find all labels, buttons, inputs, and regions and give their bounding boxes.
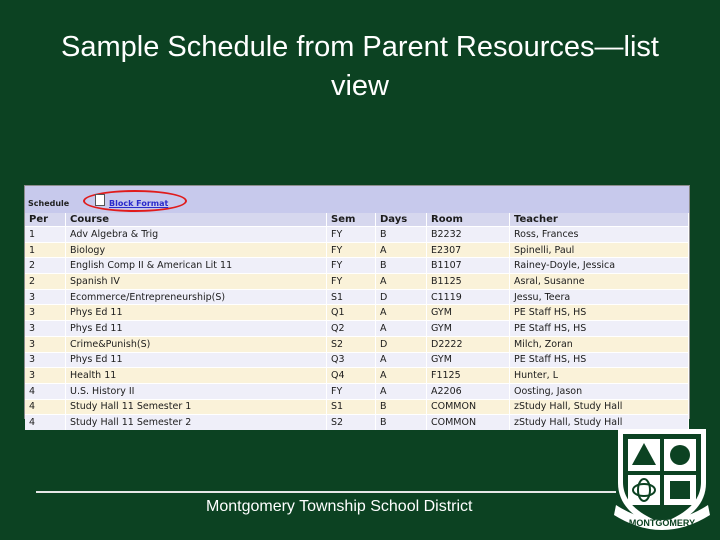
- cell-sem: Q1: [327, 305, 376, 321]
- cell-teacher: Spinelli, Paul: [510, 242, 689, 258]
- footer-divider: [36, 491, 616, 493]
- cell-sem: S1: [327, 289, 376, 305]
- cell-room: E2307: [427, 242, 510, 258]
- cell-days: A: [376, 352, 427, 368]
- cell-teacher: Oosting, Jason: [510, 383, 689, 399]
- cell-teacher: Rainey-Doyle, Jessica: [510, 258, 689, 274]
- slide-title: Sample Schedule from Parent Resources—list view: [61, 31, 659, 102]
- schedule-section-label: Schedule: [28, 199, 70, 208]
- cell-sem: FY: [327, 242, 376, 258]
- table-row: [25, 258, 689, 274]
- cell-days: B: [376, 258, 427, 274]
- cell-room: GYM: [427, 321, 510, 337]
- cell-teacher: PE Staff HS, HS: [510, 321, 689, 337]
- cell-days: A: [376, 305, 427, 321]
- cell-course: English Comp II & American Lit 11: [66, 258, 327, 274]
- table-row: [25, 352, 689, 368]
- cell-course: Biology: [66, 242, 327, 258]
- cell-days: A: [376, 321, 427, 337]
- table-header-row: [25, 213, 689, 227]
- cell-days: B: [376, 415, 427, 430]
- cell-days: A: [376, 274, 427, 290]
- cell-room: A2206: [427, 383, 510, 399]
- column-header-room[interactable]: Room: [427, 213, 510, 227]
- schedule-toolbar: [25, 186, 689, 214]
- cell-per: 4: [25, 399, 66, 415]
- cell-per: 3: [25, 305, 66, 321]
- footer-district-name: Montgomery Township School District: [206, 498, 473, 515]
- cell-teacher: Hunter, L: [510, 368, 689, 384]
- cell-sem: S2: [327, 336, 376, 352]
- cell-days: A: [376, 242, 427, 258]
- cell-days: B: [376, 227, 427, 243]
- cell-course: Adv Algebra & Trig: [66, 227, 327, 243]
- schedule-body: [25, 227, 689, 430]
- cell-teacher: zStudy Hall, Study Hall: [510, 399, 689, 415]
- cell-course: Health 11: [66, 368, 327, 384]
- cell-sem: Q3: [327, 352, 376, 368]
- cell-teacher: Ross, Frances: [510, 227, 689, 243]
- cell-days: D: [376, 289, 427, 305]
- cell-course: Crime&Punish(S): [66, 336, 327, 352]
- cell-teacher: Asral, Susanne: [510, 274, 689, 290]
- cell-sem: FY: [327, 383, 376, 399]
- table-row: [25, 289, 689, 305]
- column-header-course[interactable]: Course: [66, 213, 327, 227]
- cell-per: 3: [25, 336, 66, 352]
- table-row: [25, 336, 689, 352]
- table-row: [25, 415, 689, 430]
- cell-room: GYM: [427, 305, 510, 321]
- block-format-link[interactable]: [95, 196, 168, 210]
- seal-text: MONTGOMERY: [628, 518, 696, 528]
- cell-sem: Q2: [327, 321, 376, 337]
- column-header-per[interactable]: Per: [25, 213, 66, 227]
- cell-days: A: [376, 383, 427, 399]
- cell-course: Phys Ed 11: [66, 321, 327, 337]
- column-header-sem[interactable]: Sem: [327, 213, 376, 227]
- cell-room: COMMON: [427, 399, 510, 415]
- cell-teacher: Milch, Zoran: [510, 336, 689, 352]
- table-row: [25, 274, 689, 290]
- cell-per: 2: [25, 274, 66, 290]
- cell-sem: FY: [327, 274, 376, 290]
- cell-per: 1: [25, 242, 66, 258]
- cell-per: 2: [25, 258, 66, 274]
- table-row: [25, 399, 689, 415]
- cell-per: 1: [25, 227, 66, 243]
- schedule-screenshot: [24, 185, 690, 429]
- cell-per: 3: [25, 368, 66, 384]
- cell-room: F1125: [427, 368, 510, 384]
- cell-room: B1107: [427, 258, 510, 274]
- cell-per: 3: [25, 321, 66, 337]
- cell-room: D2222: [427, 336, 510, 352]
- cell-sem: FY: [327, 227, 376, 243]
- cell-teacher: PE Staff HS, HS: [510, 305, 689, 321]
- cell-teacher: Jessu, Teera: [510, 289, 689, 305]
- cell-course: Spanish IV: [66, 274, 327, 290]
- cell-sem: Q4: [327, 368, 376, 384]
- document-icon: [95, 194, 105, 206]
- cell-room: B1125: [427, 274, 510, 290]
- schedule-table: [25, 213, 689, 430]
- cell-course: Ecommerce/Entrepreneurship(S): [66, 289, 327, 305]
- cell-per: 4: [25, 383, 66, 399]
- cell-sem: S2: [327, 415, 376, 430]
- cell-course: Study Hall 11 Semester 1: [66, 399, 327, 415]
- cell-room: GYM: [427, 352, 510, 368]
- cell-sem: S1: [327, 399, 376, 415]
- column-header-teacher[interactable]: Teacher: [510, 213, 689, 227]
- cell-per: 3: [25, 352, 66, 368]
- cell-days: A: [376, 368, 427, 384]
- cell-course: Phys Ed 11: [66, 305, 327, 321]
- cell-days: D: [376, 336, 427, 352]
- district-seal-logo: [610, 425, 714, 533]
- cell-course: Study Hall 11 Semester 2: [66, 415, 327, 430]
- cell-per: 4: [25, 415, 66, 430]
- cell-per: 3: [25, 289, 66, 305]
- cell-teacher: zStudy Hall, Study Hall: [510, 415, 689, 430]
- cell-sem: FY: [327, 258, 376, 274]
- table-row: [25, 383, 689, 399]
- cell-course: U.S. History II: [66, 383, 327, 399]
- cell-room: B2232: [427, 227, 510, 243]
- column-header-days[interactable]: Days: [376, 213, 427, 227]
- cell-room: COMMON: [427, 415, 510, 430]
- table-row: [25, 305, 689, 321]
- cell-course: Phys Ed 11: [66, 352, 327, 368]
- table-row: [25, 321, 689, 337]
- cell-room: C1119: [427, 289, 510, 305]
- block-format-label: Block Format: [109, 198, 169, 208]
- table-row: [25, 227, 689, 243]
- cell-days: B: [376, 399, 427, 415]
- table-row: [25, 242, 689, 258]
- table-row: [25, 368, 689, 384]
- cell-teacher: PE Staff HS, HS: [510, 352, 689, 368]
